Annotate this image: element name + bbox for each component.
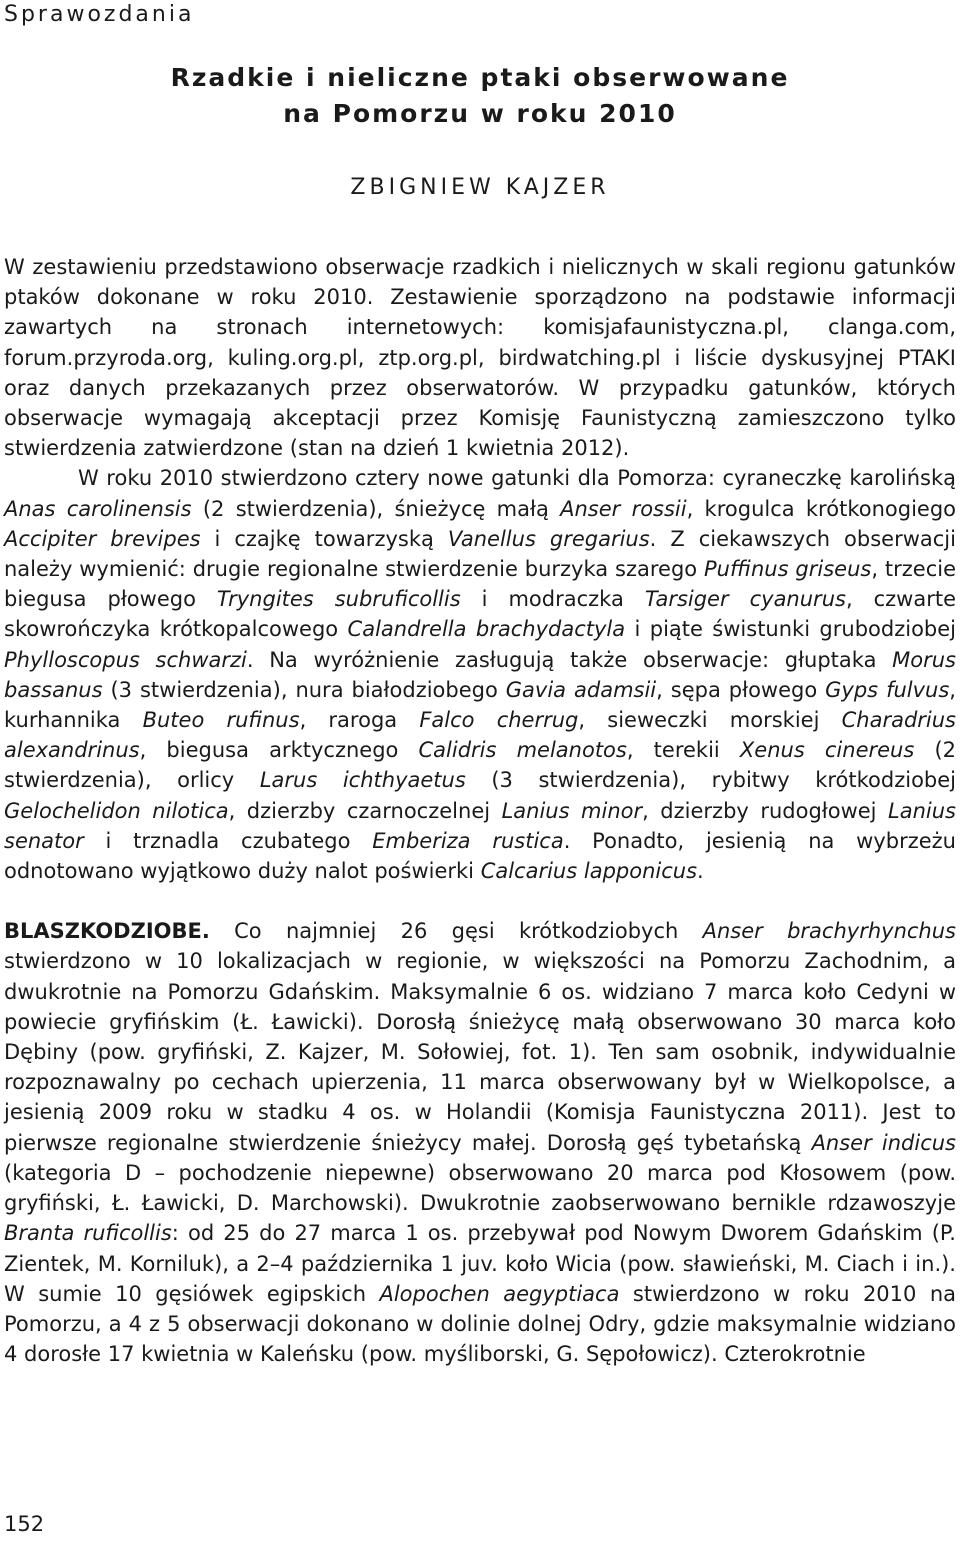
text-run: (2 stwierdzenia), orlicy (4, 738, 956, 793)
text-run: . (697, 859, 704, 884)
species-name: Branta ruficollis (4, 1221, 172, 1246)
text-run: , trzecie biegusa płowego (4, 557, 956, 612)
species-name: Anser brachyrhynchus (702, 919, 956, 944)
text-run: . Ponadto, jesienią na wybrzeżu odnotowano wyjątkowo duży nalot poświerki (4, 828, 956, 884)
article-title-line-2: na Pomorzu w roku 2010 (283, 99, 677, 128)
species-name: Gyps fulvus (825, 677, 950, 702)
species-name: Anser indicus (811, 1130, 956, 1155)
text-run: i czajkę towarzyską (200, 526, 448, 551)
article-title-line-1: Rzadkie i nieliczne ptaki obserwowane (170, 63, 790, 92)
text-run: : od 25 do 27 marca 1 os. przebywał pod Nowym Dworem Gdańskim (P. Zientek, M. Korniluk), a 2–4 października 1 juv. koło Wicia (pow. sławieński, M. Ciach i in.). W sumie 10 gęsiówek egipskich (4, 1221, 956, 1306)
page-number: 152 (4, 1512, 45, 1536)
species-name: Gelochelidon nilotica (4, 798, 229, 823)
species-name: Calcarius lapponicus (480, 859, 698, 884)
species-name: Morus bassanus (4, 647, 956, 702)
text-run: stwierdzono w 10 lokalizacjach w regionie, w większości na Pomorzu Zachodnim, a dwukrotnie na Pomorzu Gdańskim. Maksymalnie 6 os. widziano 7 marca koło Cedyni w powiecie gryfińskim (Ł. Ławicki). Dorosłą śnieżycę małą obserwowano 30 marca koło Dębiny (pow. gryfiński, Z. Kajzer, M. Sołowiej, fot. 1). Ten sam osobnik, indywidualnie rozpoznawalny po cechach upierzenia, 11 marca obserwowany był w Wielkopolsce, a jesienią 2009 roku w stadku 4 os. w Holandii (Komisja Faunistyczna 2011). Jest to pierwsze regionalne stwierdzenie śnieżycy małej. Dorosłą gęś tybetańską (4, 949, 956, 1155)
text-run: (3 stwierdzenia), rybitwy krótkodziobej (465, 768, 957, 793)
species-name: Xenus cinereus (739, 738, 915, 763)
section-heading: BLASZKODZIOBE. (4, 919, 210, 944)
species-name: Gavia adamsii (505, 677, 657, 702)
species-name: Lanius senator (4, 798, 956, 853)
species-name: Tryngites subruficollis (216, 587, 461, 612)
text-run: , kurhannika (4, 677, 956, 733)
text-run: , sępa płowego (656, 677, 826, 702)
species-name: Accipiter brevipes (4, 526, 201, 551)
species-name: Charadrius alexandrinus (4, 708, 957, 763)
article-title (0, 60, 960, 132)
text-run: Co najmniej 26 gęsi krótkodziobych (209, 919, 703, 944)
paragraph-summary (4, 463, 956, 886)
species-name: Phylloscopus schwarzi (4, 647, 247, 672)
text-run: (2 stwierdzenia), śnieżycę małą (191, 496, 561, 521)
text-run: i modraczka (460, 587, 645, 612)
text-run: (3 stwierdzenia), nura białodziobego (102, 677, 506, 702)
author-name: ZBIGNIEW KAJZER (350, 175, 610, 200)
species-name: Vanellus gregarius (447, 526, 650, 551)
species-name: Tarsiger cyanurus (644, 587, 846, 612)
article-body (4, 252, 956, 1369)
text-run: , czwarte skowrończyka krótkopalcowego (4, 587, 957, 642)
text-run: stwierdzono w roku 2010 na Pomorzu, a 4 z 5 obserwacji dokonano w dolinie dolnej Odry, gdzie maksymalnie widziano 4 dorosłe 17 kwietnia w Kaleńsku (pow. myśliborski, G. Sępołowicz). Czterokrotnie (4, 1281, 956, 1367)
text-run: (kategoria D – pochodzenie niepewne) obserwowano 20 marca pod Kłosowem (pow. gryfiński, Ł. Ławicki, D. Marchowski). Dwukrotnie zaobserwowano bernikle rdzawoszyje (4, 1160, 956, 1216)
text-run: , biegusa arktycznego (139, 738, 419, 763)
species-name: Puffinus griseus (704, 557, 872, 582)
species-name: Calidris melanotos (418, 738, 627, 763)
species-name: Falco cherrug (419, 708, 579, 733)
text-run: , raroga (299, 708, 420, 733)
text-run: W roku 2010 stwierdzono cztery nowe gatunki dla Pomorza: cyraneczkę karolińską (78, 466, 956, 491)
text-run: , sieweczki morskiej (578, 708, 842, 733)
text-run: i piąte świstunki grubodziobej (625, 617, 957, 642)
species-name: Buteo rufinus (142, 708, 300, 733)
paragraph-intro (4, 252, 956, 463)
text-run: . Z ciekawszych obserwacji należy wymienić: drugie regionalne stwierdzenie burzyka szarego (4, 526, 956, 582)
species-name: Anas carolinensis (4, 496, 192, 521)
text-run: , dzierzby czarnoczelnej (228, 798, 502, 823)
species-name: Lanius minor (501, 798, 643, 823)
species-name: Anser rossii (560, 496, 687, 521)
species-name: Calandrella brachydactyla (347, 617, 626, 642)
text-run: W zestawieniu przedstawiono obserwacje rzadkich i nielicznych w skali regionu gatunków ptaków dokonane w roku 2010. Zestawienie sporządzono na podstawie informacji zawartych na stronach internetowych: komisjafaunistyczna.pl, clanga.com, forum.przyroda.org, kuling.org.pl, ztp.org.pl, birdwatching.pl i liście dyskusyjnej PTAKI oraz danych przekazanych przez obserwatorów. W przypadku gatunków, których obserwacje wymagają akceptacji przez Komisję Faunistyczną zamieszczono tylko stwierdzenia zatwierdzone (stan na dzień 1 kwietnia 2012). (4, 255, 956, 461)
text-run: i trznadla czubatego (83, 828, 373, 853)
text-run: , krogulca krótkonogiego (686, 496, 956, 521)
species-name: Alopochen aegyptiaca (379, 1281, 620, 1306)
text-run: . Na wyróżnienie zasługują także obserwacje: głuptaka (246, 647, 893, 672)
species-name: Larus ichthyaetus (259, 768, 466, 793)
paragraph-blaszkodziobe (4, 916, 956, 1369)
text-run: , terekii (626, 738, 740, 763)
species-name: Emberiza rustica (372, 828, 564, 853)
text-run: , dzierzby rudogłowej (642, 798, 889, 823)
section-label: Sprawozdania (4, 2, 195, 27)
